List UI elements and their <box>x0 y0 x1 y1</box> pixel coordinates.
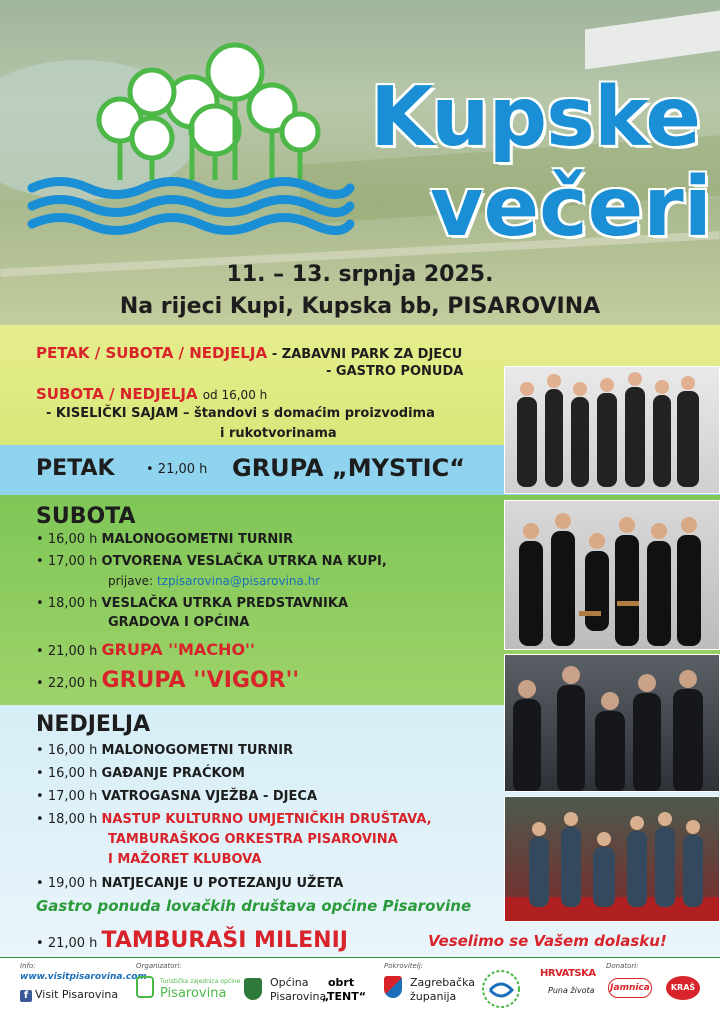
petak-heading: PETAK <box>36 456 115 481</box>
hrvatska-logo: HRVATSKA <box>540 968 596 979</box>
subota-item-3-line2: GRADOVA I OPĆINA <box>108 615 250 630</box>
intro-time: od 16,00 h <box>202 388 268 402</box>
subota-item-1: • 16,00 h MALONOGOMETNI TURNIR <box>36 532 294 547</box>
obrt-line2: „TENT“ <box>322 990 366 1003</box>
band-photo-milenij <box>504 796 720 922</box>
band-photo-mystic <box>504 366 720 494</box>
nedjelja-item-2: • 16,00 h GAĐANJE PRAĆKOM <box>36 766 245 781</box>
footer-organizatori-label: Organizatori: <box>136 962 182 970</box>
ring-logo-icon <box>480 968 522 1010</box>
tz-pisarovina-logo <box>136 976 154 998</box>
tz-logo-icon <box>136 976 154 998</box>
zupanija-crest-icon <box>384 976 402 998</box>
band-photo-vigor <box>504 654 720 792</box>
intro-gastro: - GASTRO PONUDA <box>326 364 464 379</box>
petak-time: • 21,00 h <box>146 462 208 477</box>
tz-small-text: Turistička zajednica općine <box>160 978 241 985</box>
intro-days-weekend: SUBOTA / NEDJELJA <box>36 385 198 403</box>
subota-item-2: • 17,00 h OTVORENA VESLAČKA UTRKA NA KUPI, <box>36 554 387 569</box>
nedjelja-item-4-line3: I MAŽORET KLUBOVA <box>108 852 262 867</box>
footer-info-label: Info: <box>20 962 36 970</box>
zupanija-line2: županija <box>410 990 457 1003</box>
intro-rukotvorine: i rukotvorinama <box>220 426 337 441</box>
zupanija-tourism-logo <box>480 968 522 1014</box>
band-photo-macho <box>504 500 720 650</box>
intro-line1 <box>36 344 462 362</box>
footer-pokrovitelj-label: Pokrovitelj: <box>384 962 424 970</box>
zupanija-crest <box>384 976 402 1002</box>
welcome-message: Veselimo se Vašem dolasku! <box>428 932 667 950</box>
intro-sajam: - KISELIČKI SAJAM – štandovi s domaćim proizvodima <box>46 406 435 421</box>
subota-heading: SUBOTA <box>36 504 136 529</box>
opcina-crest-icon <box>244 978 262 1000</box>
footer-donatori-label: Donatori: <box>606 962 639 970</box>
zupanija-line1: Zagrebačka <box>410 976 475 989</box>
nedjelja-item-3: • 17,00 h VATROGASNA VJEŽBA - DJECA <box>36 789 317 804</box>
subota-item-3: • 18,00 h VESLAČKA UTRKA PREDSTAVNIKA <box>36 596 349 611</box>
nedjelja-item-5: • 19,00 h NATJECANJE U POTEZANJU UŽETA <box>36 876 344 891</box>
hrvatska-slogan: Puna života <box>548 986 595 995</box>
prijave-email-link[interactable]: tzpisarovina@pisarovina.hr <box>156 574 321 588</box>
title-line1: Kupske <box>370 70 700 165</box>
tz-name: Pisarovina <box>160 986 227 1001</box>
event-place: Na rijeci Kupi, Kupska bb, PISAROVINA <box>119 294 601 319</box>
opcina-line1: Općina <box>270 976 309 989</box>
nedjelja-item-4: • 18,00 h NASTUP KULTURNO UMJETNIČKIH DRUŠTAVA, <box>36 812 432 827</box>
subota-prijave: prijave: tzpisarovina@pisarovina.hr <box>108 574 321 588</box>
event-date: 11. – 13. srpnja 2025. <box>226 262 494 287</box>
trees-river-logo <box>20 20 360 240</box>
intro-line3 <box>36 384 267 403</box>
petak-event: GRUPA „MYSTIC“ <box>232 454 465 482</box>
intro-days-all: PETAK / SUBOTA / NEDJELJA <box>36 344 268 362</box>
opcina-crest <box>244 978 262 1004</box>
subota-item-5: • 22,00 h GRUPA ''VIGOR'' <box>36 668 300 693</box>
nedjelja-heading: NEDJELJA <box>36 712 151 737</box>
footer-facebook[interactable]: f Visit Pisarovina <box>20 988 118 1002</box>
gastro-note: Gastro ponuda lovačkih društava općine Pisarovine <box>36 897 472 915</box>
facebook-icon: f <box>20 990 32 1002</box>
nedjelja-item-1: • 16,00 h MALONOGOMETNI TURNIR <box>36 743 294 758</box>
jamnica-logo: Jamnica <box>608 978 652 998</box>
subota-item-4: • 21,00 h GRUPA ''MACHO'' <box>36 640 255 659</box>
kras-logo: KRAŠ <box>666 976 700 1000</box>
title-line2: večeri <box>430 160 712 255</box>
opcina-line2: Pisarovina <box>270 990 327 1003</box>
nedjelja-item-6: • 21,00 h TAMBURAŠI MILENIJ <box>36 928 348 953</box>
intro-zabavni-park: - ZABAVNI PARK ZA DJECU <box>271 347 463 362</box>
footer-website-link[interactable]: www.visitpisarovina.com <box>20 972 147 982</box>
nedjelja-item-4-line2: TAMBURAŠKOG ORKESTRA PISAROVINA <box>108 832 398 847</box>
obrt-line1: obrt <box>328 976 355 989</box>
